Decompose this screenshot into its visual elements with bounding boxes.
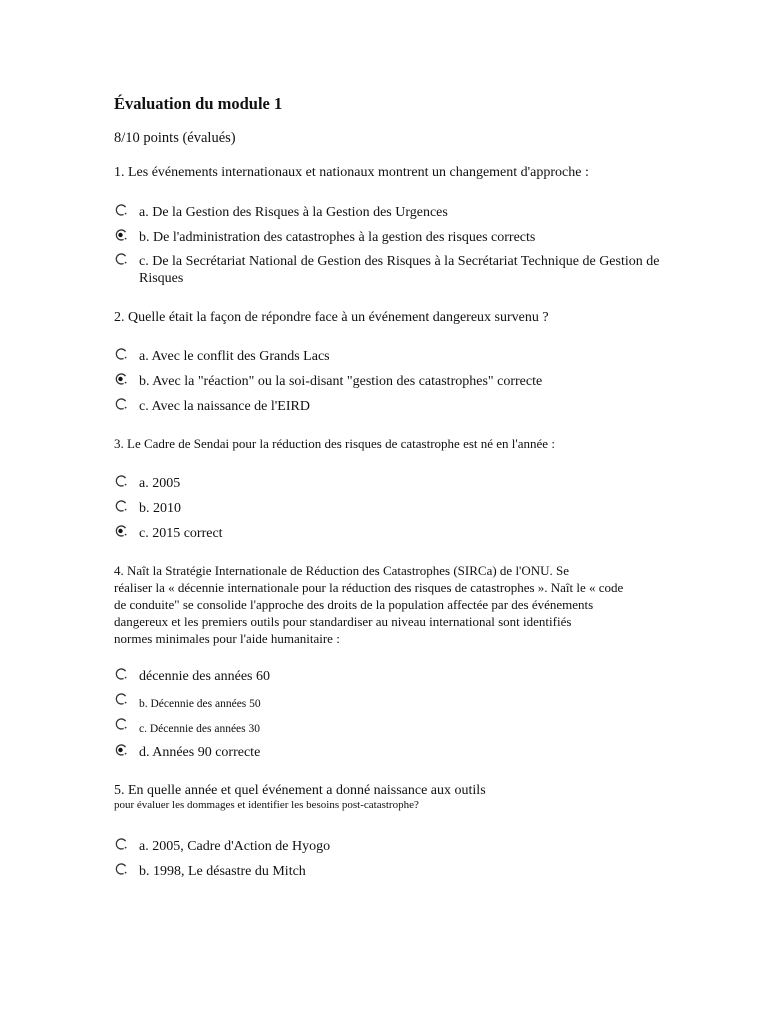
option-label: a. De la Gestion des Risques à la Gestion des Urgences — [139, 205, 448, 220]
radio-icon[interactable] — [114, 743, 128, 757]
radio-icon[interactable] — [114, 347, 128, 361]
option-label: b. Avec la "réaction" ou la soi-disant "gestion des catastrophes" correcte — [139, 374, 543, 389]
radio-icon[interactable] — [114, 372, 128, 386]
option-label: b. 1998, Le désastre du Mitch — [139, 864, 306, 879]
question-2-text: 2. Quelle était la façon de répondre face à un événement dangereux survenu ? — [114, 310, 549, 325]
option-label: c. Décennie des années 30 — [139, 723, 261, 735]
radio-icon[interactable] — [114, 717, 128, 731]
radio-icon[interactable] — [114, 692, 128, 706]
question-4-line-3: de conduite" se consolide l'approche des droits de la population affectée par des événements — [114, 597, 594, 612]
radio-icon[interactable] — [114, 203, 128, 217]
question-4-line-4: dangereux et les premiers outils pour standardiser au niveau international sont identifiés — [114, 614, 572, 629]
option-label: a. 2005 — [139, 476, 181, 491]
radio-icon[interactable] — [114, 499, 128, 513]
question-5-line-2: pour évaluer les dommages et identifier les besoins post-catastrophe? — [114, 799, 419, 811]
radio-icon[interactable] — [114, 397, 128, 411]
question-3-text: 3. Le Cadre de Sendai pour la réduction des risques de catastrophe est né en l'année : — [114, 436, 555, 451]
option-label: b. De l'administration des catastrophes à la gestion des risques corrects — [139, 230, 536, 245]
option-label: décennie des années 60 — [139, 669, 270, 684]
radio-icon[interactable] — [114, 474, 128, 488]
option-label: c. Avec la naissance de l'EIRD — [139, 399, 310, 414]
question-1-text: 1. Les événements internationaux et nationaux montrent un changement d'approche : — [114, 165, 589, 180]
option-label: b. 2010 — [139, 501, 181, 516]
radio-icon[interactable] — [114, 228, 128, 242]
radio-icon[interactable] — [114, 837, 128, 851]
question-4-line-1: 4. Naît la Stratégie Internationale de Réduction des Catastrophes (SIRCa) de l'ONU. Se — [114, 563, 570, 578]
question-5-line-1: 5. En quelle année et quel événement a donné naissance aux outils — [114, 783, 486, 798]
option-label: a. Avec le conflit des Grands Lacs — [139, 349, 330, 364]
option-label: a. 2005, Cadre d'Action de Hyogo — [139, 839, 331, 854]
radio-icon[interactable] — [114, 252, 128, 266]
question-4-line-2: réaliser la « décennie internationale pour la réduction des risques de catastrophes ». Naît le « code — [114, 580, 624, 595]
page-title: Évaluation du module 1 — [114, 94, 283, 113]
score-text: 8/10 points (évalués) — [114, 130, 236, 146]
option-label-text: c. De la Secrétariat National de Gestion des Risques à la Secrétariat Technique de Gestion de Risques — [139, 254, 660, 286]
radio-icon[interactable] — [114, 524, 128, 538]
option-label: b. Décennie des années 50 — [139, 698, 261, 710]
option-label: d. Années 90 correcte — [139, 745, 261, 760]
option-label — [139, 253, 667, 287]
option-label: c. 2015 correct — [139, 526, 223, 541]
radio-icon[interactable] — [114, 667, 128, 681]
question-4-line-5: normes minimales pour l'aide humanitaire : — [114, 631, 340, 646]
radio-icon[interactable] — [114, 862, 128, 876]
